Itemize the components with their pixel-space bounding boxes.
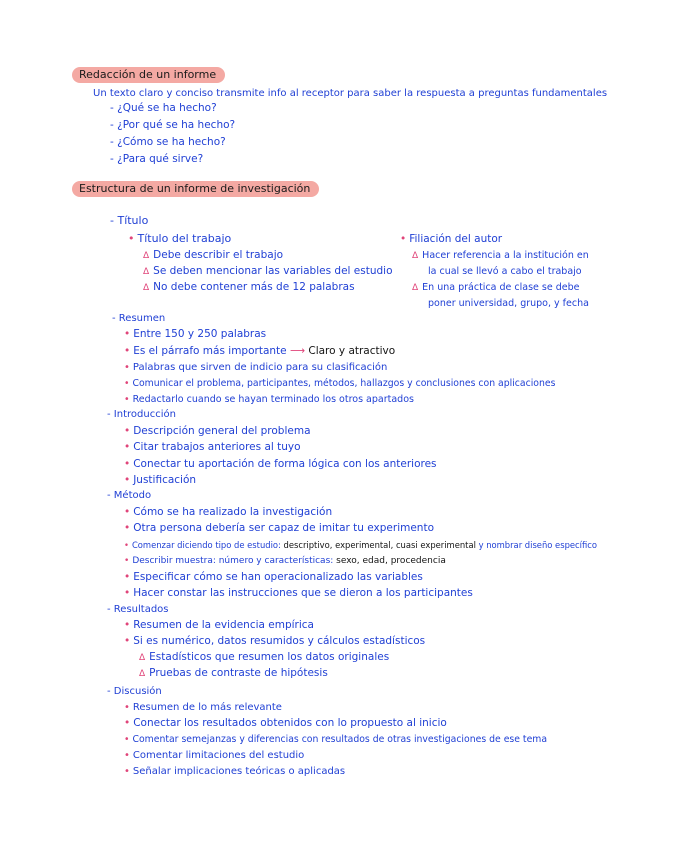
note-item: Δ Pruebas de contraste de hipótesis: [139, 667, 328, 679]
note-item: Δ Se deben mencionar las variables del estudio: [143, 265, 393, 277]
subsection-titulo: - Título: [110, 214, 149, 227]
note-item-cont: la cual se llevó a cabo el trabajo: [428, 266, 582, 277]
triangle-bullet-icon: Δ: [143, 251, 150, 261]
list-item: • Cómo se ha realizado la investigación: [124, 506, 333, 518]
subsection-introduccion: - Introducción: [107, 409, 176, 420]
list-item: • Otra persona debería ser capaz de imitar tu experimento: [124, 522, 435, 534]
list-item: • Señalar implicaciones teóricas o aplicadas: [124, 766, 346, 777]
note-item: Δ Estadísticos que resumen los datos originales: [139, 651, 390, 663]
triangle-bullet-icon: Δ: [412, 283, 419, 293]
question-item: - ¿Qué se ha hecho?: [110, 102, 217, 114]
note-item: Δ En una práctica de clase se debe: [412, 282, 580, 293]
list-item: • Conectar tu aportación de forma lógica con los anteriores: [124, 458, 437, 470]
list-item: • Comentar limitaciones del estudio: [124, 750, 305, 761]
list-item: • Palabras que sirven de indicio para su clasificación: [124, 362, 388, 373]
list-item: • Es el párrafo más importante ⟶ Claro y atractivo: [124, 345, 396, 357]
list-item: • Comenzar diciendo tipo de estudio: descriptivo, experimental, cuasi experimental y nombrar diseño específico: [124, 540, 597, 550]
list-item: • Justificación: [124, 474, 197, 486]
triangle-bullet-icon: Δ: [143, 283, 150, 293]
list-item: • Describir muestra: número y características: sexo, edad, procedencia: [124, 556, 446, 566]
triangle-bullet-icon: Δ: [139, 669, 146, 679]
section-heading-redaccion: Redacción de un informe: [72, 67, 225, 83]
arrow-icon: ⟶: [289, 345, 306, 357]
list-item: • Descripción general del problema: [124, 425, 311, 437]
list-item-filiacion: • Filiación del autor: [400, 233, 503, 245]
list-item: • Hacer constar las instrucciones que se dieron a los participantes: [124, 587, 473, 599]
note-item: Δ No debe contener más de 12 palabras: [143, 281, 355, 293]
question-item: - ¿Cómo se ha hecho?: [110, 136, 226, 148]
triangle-bullet-icon: Δ: [412, 251, 419, 261]
note-item: Δ Hacer referencia a la institución en: [412, 250, 589, 261]
triangle-bullet-icon: Δ: [143, 267, 150, 277]
subsection-resumen: - Resumen: [112, 313, 166, 324]
note-item-cont: poner universidad, grupo, y fecha: [428, 298, 589, 309]
triangle-bullet-icon: Δ: [139, 653, 146, 663]
list-item: • Conectar los resultados obtenidos con lo propuesto al inicio: [124, 717, 447, 729]
list-item: • Redactarlo cuando se hayan terminado los otros apartados: [124, 394, 414, 405]
subsection-discusion: - Discusión: [107, 686, 162, 697]
question-item: - ¿Por qué se ha hecho?: [110, 119, 236, 131]
list-item: • Comunicar el problema, participantes, métodos, hallazgos y conclusiones con aplicaciones: [124, 378, 556, 389]
list-item: • Título del trabajo: [128, 232, 232, 245]
list-item: • Entre 150 y 250 palabras: [124, 328, 267, 340]
list-item: • Citar trabajos anteriores al tuyo: [124, 441, 301, 453]
subsection-metodo: - Método: [107, 490, 152, 501]
list-item: • Especificar cómo se han operacionalizado las variables: [124, 571, 423, 583]
list-item: • Si es numérico, datos resumidos y cálculos estadísticos: [124, 635, 426, 647]
list-item: • Resumen de lo más relevante: [124, 702, 282, 713]
section-heading-estructura: Estructura de un informe de investigación: [72, 181, 319, 197]
note-item: Δ Debe describir el trabajo: [143, 249, 284, 261]
question-item: - ¿Para qué sirve?: [110, 153, 204, 165]
arrow-note: Claro y atractivo: [308, 345, 396, 357]
subsection-resultados: - Resultados: [107, 604, 169, 615]
list-item: • Resumen de la evidencia empírica: [124, 619, 314, 631]
intro-text: Un texto claro y conciso transmite info al receptor para saber la respuesta a preguntas fundamentales: [93, 88, 608, 99]
list-item: • Comentar semejanzas y diferencias con resultados de otras investigaciones de ese tema: [124, 734, 548, 745]
